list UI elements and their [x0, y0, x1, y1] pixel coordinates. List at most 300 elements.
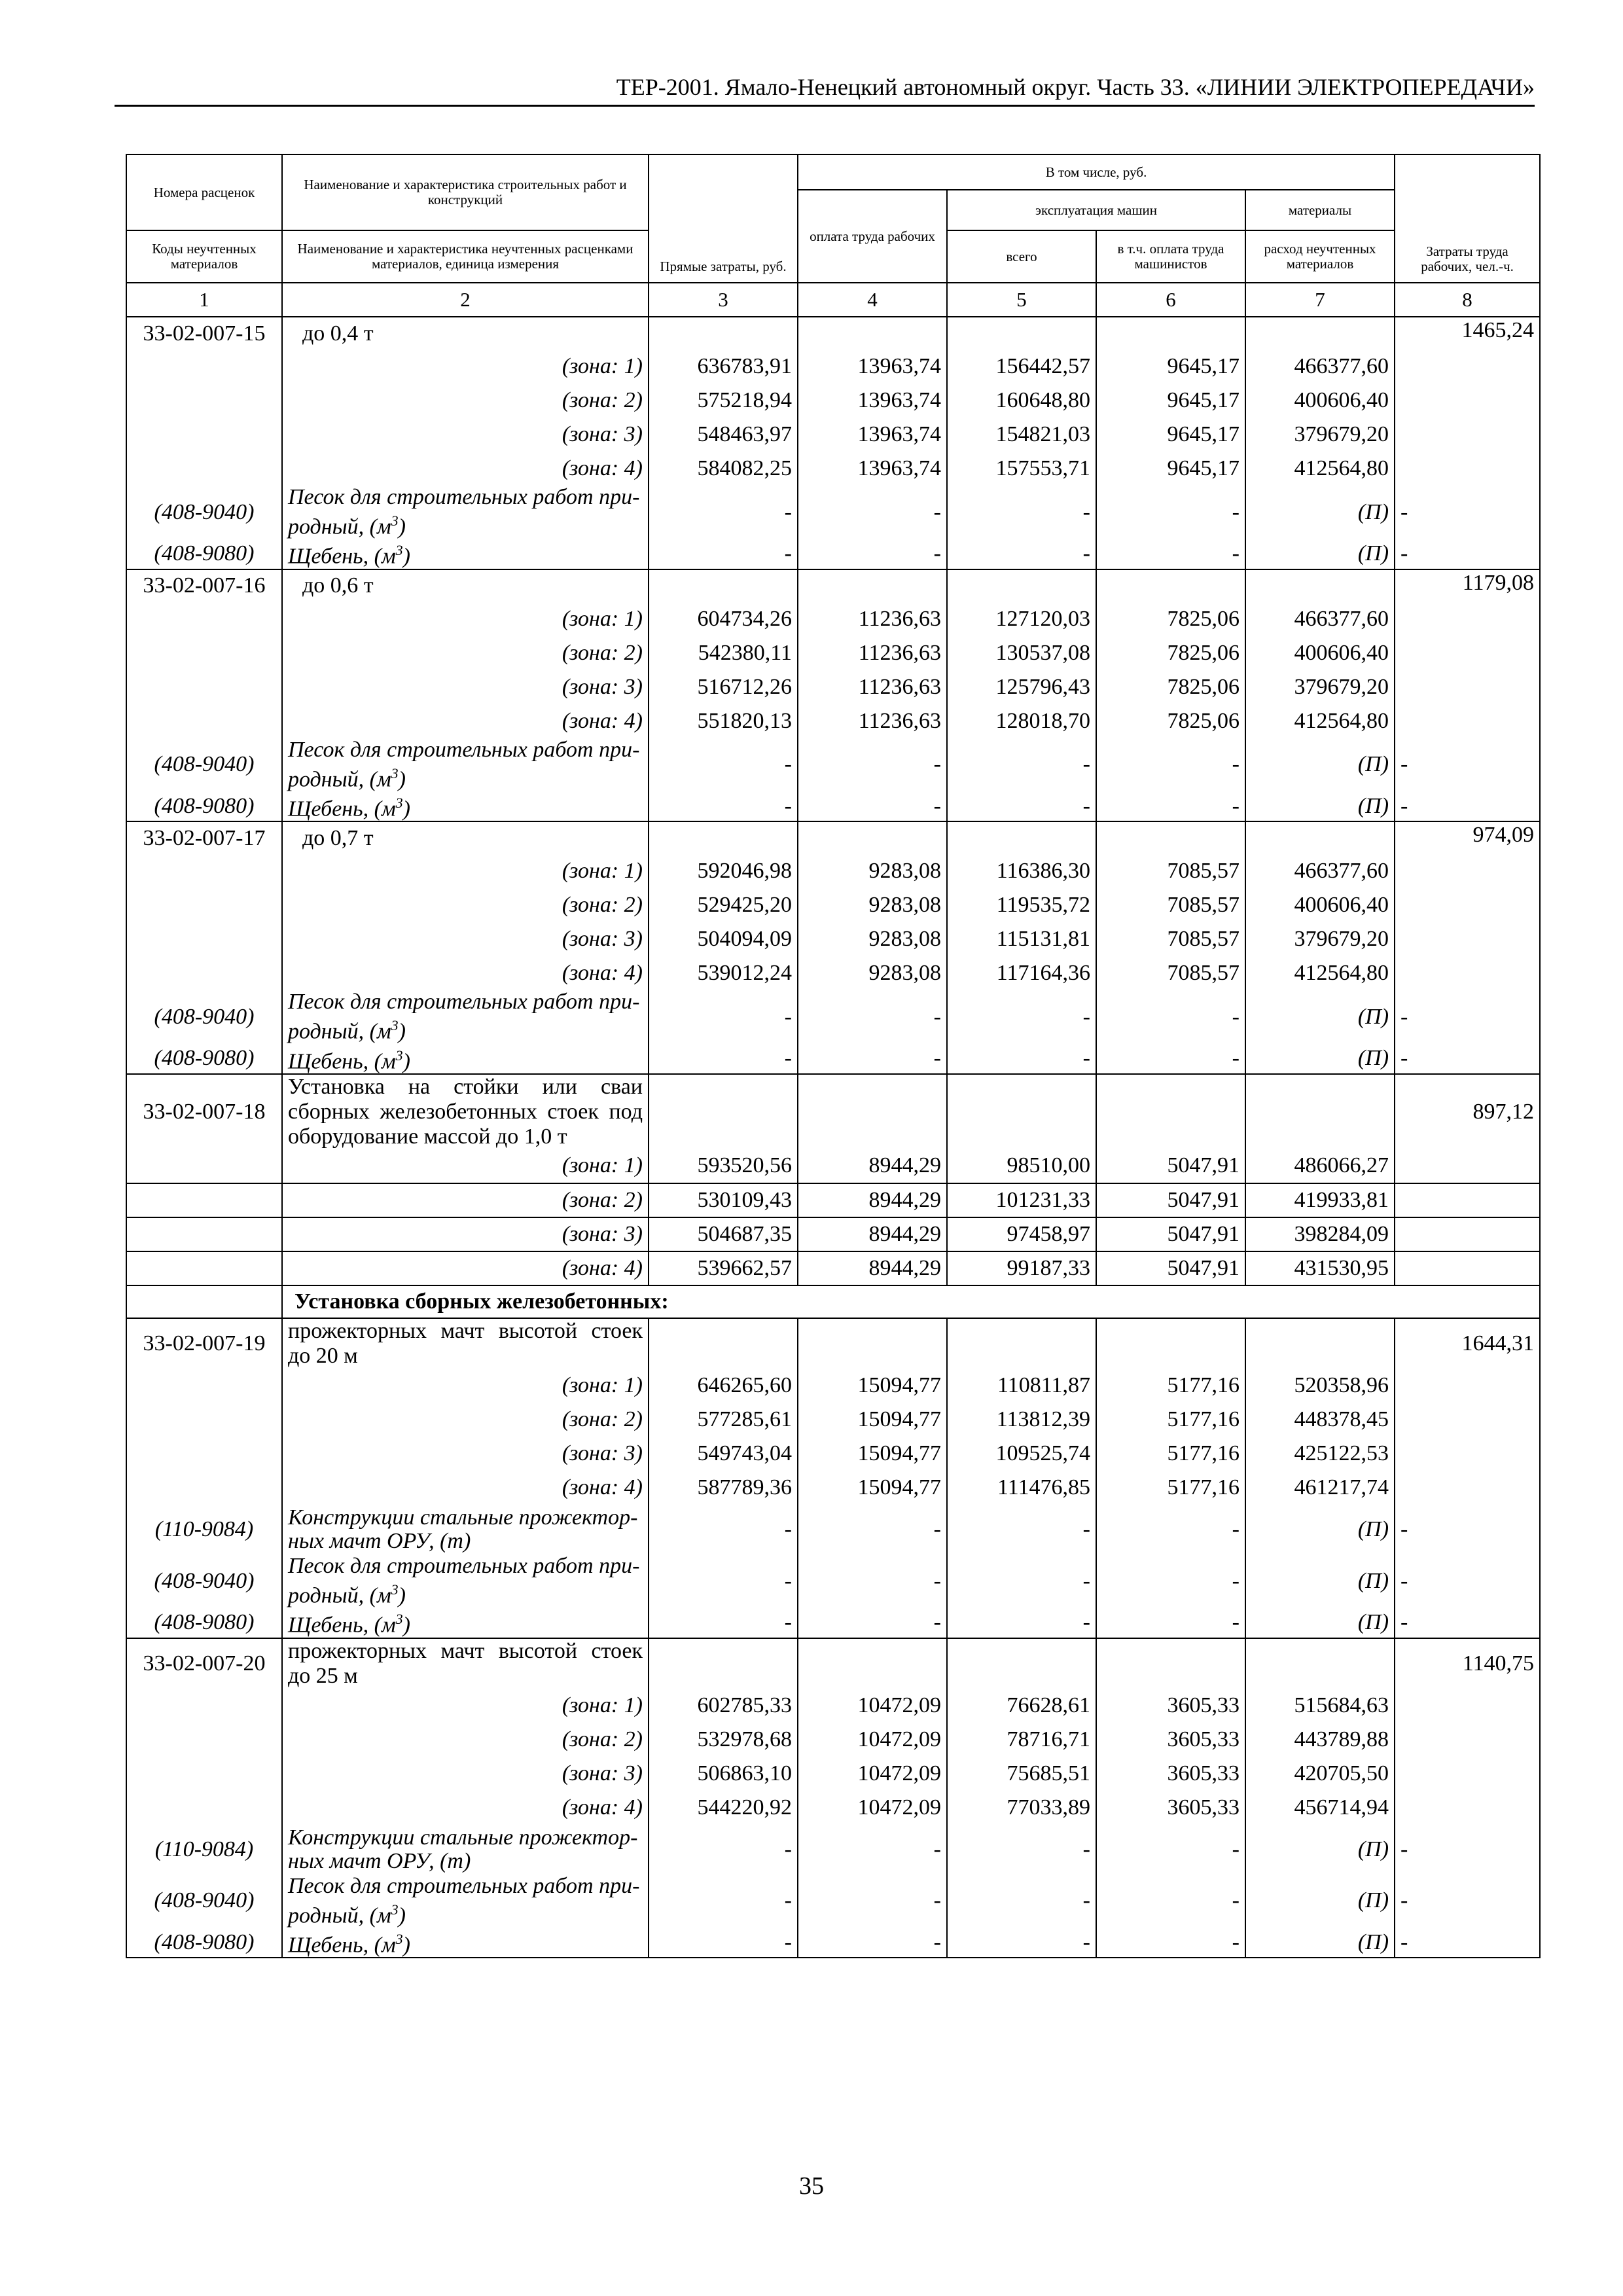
- empty-cell: [1245, 317, 1395, 350]
- dash-cell: -: [1096, 539, 1245, 569]
- empty-cell: [126, 1183, 282, 1217]
- table-row: [126, 1505, 1540, 1554]
- table-row: [126, 670, 1540, 704]
- empty-cell: [126, 1757, 282, 1791]
- dash-cell: -: [947, 1044, 1096, 1074]
- dash-cell: -: [649, 1044, 798, 1074]
- empty-cell: [1395, 1149, 1540, 1183]
- empty-cell: [126, 922, 282, 956]
- empty-cell: [1395, 1251, 1540, 1285]
- value-cell: 115131,81: [947, 922, 1096, 956]
- material-name-text: ): [398, 514, 406, 539]
- value-cell: 78716,71: [947, 1723, 1096, 1757]
- empty-cell: [1096, 569, 1245, 602]
- value-cell: 5177,16: [1096, 1369, 1245, 1403]
- value-cell: 154821,03: [947, 418, 1096, 452]
- empty-cell: [1395, 602, 1540, 636]
- value-cell: 549743,04: [649, 1437, 798, 1471]
- material-name: [282, 1607, 649, 1638]
- table-row: [126, 821, 1540, 854]
- table-row: [126, 539, 1540, 569]
- rate-name: Установка на стойки или сваи сборных железобетонных стоек под оборудование массой до 1,0 т: [282, 1074, 649, 1149]
- empty-cell: [126, 1285, 282, 1318]
- value-cell: 10472,09: [798, 1757, 947, 1791]
- rates-table: [126, 154, 1541, 1958]
- dash-cell: -: [947, 1505, 1096, 1554]
- empty-cell: [1395, 704, 1540, 738]
- value-cell: 461217,74: [1245, 1471, 1395, 1505]
- empty-cell: [1395, 418, 1540, 452]
- zone-label: (зона: 1): [282, 1149, 649, 1183]
- value-cell: 10472,09: [798, 1723, 947, 1757]
- value-cell: 431530,95: [1245, 1251, 1395, 1285]
- value-cell: 412564,80: [1245, 956, 1395, 990]
- empty-cell: [126, 854, 282, 888]
- value-cell: 111476,85: [947, 1471, 1096, 1505]
- value-cell: 5177,16: [1096, 1471, 1245, 1505]
- empty-cell: [126, 1723, 282, 1757]
- page-number: 35: [799, 2172, 824, 2200]
- dash-cell: -: [1395, 1044, 1540, 1074]
- p-mark-cell: (П): [1245, 738, 1395, 791]
- table-row: [126, 569, 1540, 602]
- material-name: [282, 1044, 649, 1074]
- table-row: [126, 1318, 1540, 1369]
- material-name-text: Песок для строительных работ при-: [288, 737, 640, 762]
- table-row: [126, 1607, 1540, 1638]
- value-cell: 5047,91: [1096, 1149, 1245, 1183]
- value-cell: 448378,45: [1245, 1403, 1395, 1437]
- value-cell: 9645,17: [1096, 418, 1245, 452]
- value-cell: 127120,03: [947, 602, 1096, 636]
- material-name-text: родный, (м: [288, 1019, 391, 1044]
- value-cell: 379679,20: [1245, 922, 1395, 956]
- empty-cell: [126, 350, 282, 384]
- p-mark-cell: (П): [1245, 1554, 1395, 1607]
- zone-label: (зона: 3): [282, 922, 649, 956]
- empty-cell: [1096, 1074, 1245, 1149]
- value-cell: 504687,35: [649, 1217, 798, 1251]
- value-cell: 544220,92: [649, 1791, 798, 1825]
- table-row: [126, 602, 1540, 636]
- value-cell: 506863,10: [649, 1757, 798, 1791]
- material-name-text: Щебень, (м: [288, 1049, 396, 1073]
- p-mark-cell: (П): [1245, 539, 1395, 569]
- value-cell: 125796,43: [947, 670, 1096, 704]
- dash-cell: -: [1395, 1928, 1540, 1958]
- material-name: [282, 1554, 649, 1607]
- header-labor-costs: Затраты труда рабочих, чел.-ч.: [1395, 154, 1540, 283]
- empty-cell: [1395, 1689, 1540, 1723]
- dash-cell: -: [1395, 1874, 1540, 1928]
- dash-cell: -: [1096, 1554, 1245, 1607]
- empty-cell: [126, 452, 282, 486]
- value-cell: 5177,16: [1096, 1403, 1245, 1437]
- value-cell: 466377,60: [1245, 602, 1395, 636]
- value-cell: 7825,06: [1096, 602, 1245, 636]
- dash-cell: -: [798, 1825, 947, 1874]
- value-cell: 3605,33: [1096, 1723, 1245, 1757]
- superscript: 3: [391, 512, 399, 529]
- empty-cell: [798, 1318, 947, 1369]
- dash-cell: -: [1395, 1607, 1540, 1638]
- value-cell: 7085,57: [1096, 854, 1245, 888]
- dash-cell: -: [1096, 990, 1245, 1043]
- value-cell: 109525,74: [947, 1437, 1096, 1471]
- empty-cell: [1395, 1723, 1540, 1757]
- zone-label: (зона: 1): [282, 1369, 649, 1403]
- zone-label: (зона: 3): [282, 418, 649, 452]
- dash-cell: -: [798, 738, 947, 791]
- value-cell: 398284,09: [1245, 1217, 1395, 1251]
- value-cell: 11236,63: [798, 704, 947, 738]
- material-name-text: ): [398, 1583, 406, 1608]
- labor-cost: 974,09: [1395, 821, 1540, 854]
- dash-cell: -: [1395, 539, 1540, 569]
- value-cell: 3605,33: [1096, 1689, 1245, 1723]
- rates-table-body: [126, 317, 1540, 1958]
- header-worker-pay: оплата труда рабочих: [798, 190, 947, 283]
- p-mark-cell: (П): [1245, 1505, 1395, 1554]
- value-cell: 15094,77: [798, 1471, 947, 1505]
- dash-cell: -: [1096, 791, 1245, 821]
- material-name-text: Щебень, (м: [288, 1613, 396, 1638]
- empty-cell: [798, 317, 947, 350]
- material-name-text: Конструкции стальные прожектор-: [288, 1505, 638, 1530]
- empty-cell: [649, 821, 798, 854]
- table-row: [126, 486, 1540, 539]
- material-code: (408-9080): [126, 1607, 282, 1638]
- material-code: (408-9080): [126, 539, 282, 569]
- value-cell: 587789,36: [649, 1471, 798, 1505]
- value-cell: 532978,68: [649, 1723, 798, 1757]
- superscript: 3: [395, 542, 403, 559]
- zone-label: (зона: 2): [282, 636, 649, 670]
- dash-cell: -: [649, 486, 798, 539]
- header-rule: [115, 105, 1535, 107]
- column-number: 3: [649, 283, 798, 317]
- empty-cell: [947, 1318, 1096, 1369]
- value-cell: 3605,33: [1096, 1791, 1245, 1825]
- value-cell: 539662,57: [649, 1251, 798, 1285]
- labor-cost: 1140,75: [1395, 1638, 1540, 1689]
- table-row: [126, 350, 1540, 384]
- empty-cell: [798, 1074, 947, 1149]
- empty-cell: [126, 888, 282, 922]
- dash-cell: -: [1395, 791, 1540, 821]
- value-cell: 419933,81: [1245, 1183, 1395, 1217]
- material-name: [282, 539, 649, 569]
- table-row: [126, 1074, 1540, 1149]
- material-code: (408-9080): [126, 791, 282, 821]
- material-name-text: ): [398, 1019, 406, 1044]
- column-number: 1: [126, 283, 282, 317]
- empty-cell: [126, 1403, 282, 1437]
- value-cell: 466377,60: [1245, 350, 1395, 384]
- table-row: [126, 1369, 1540, 1403]
- value-cell: 400606,40: [1245, 636, 1395, 670]
- dash-cell: -: [798, 1928, 947, 1958]
- rate-code: 33-02-007-20: [126, 1638, 282, 1689]
- value-cell: 400606,40: [1245, 888, 1395, 922]
- value-cell: 110811,87: [947, 1369, 1096, 1403]
- empty-cell: [649, 569, 798, 602]
- dash-cell: -: [649, 1825, 798, 1874]
- value-cell: 5047,91: [1096, 1251, 1245, 1285]
- p-mark-cell: (П): [1245, 1044, 1395, 1074]
- empty-cell: [1245, 1074, 1395, 1149]
- value-cell: 602785,33: [649, 1689, 798, 1723]
- empty-cell: [126, 1437, 282, 1471]
- dash-cell: -: [649, 1928, 798, 1958]
- value-cell: 8944,29: [798, 1149, 947, 1183]
- empty-cell: [1395, 1437, 1540, 1471]
- dash-cell: -: [1395, 1554, 1540, 1607]
- zone-label: (зона: 4): [282, 1251, 649, 1285]
- zone-label: (зона: 2): [282, 888, 649, 922]
- empty-cell: [947, 1074, 1096, 1149]
- zone-label: (зона: 4): [282, 1471, 649, 1505]
- zone-label: (зона: 3): [282, 1437, 649, 1471]
- value-cell: 7085,57: [1096, 888, 1245, 922]
- material-name-text: Щебень, (м: [288, 797, 396, 821]
- dash-cell: -: [947, 990, 1096, 1043]
- table-row: [126, 922, 1540, 956]
- value-cell: 593520,56: [649, 1149, 798, 1183]
- dash-cell: -: [649, 539, 798, 569]
- superscript: 3: [395, 1611, 403, 1628]
- dash-cell: -: [649, 990, 798, 1043]
- value-cell: 379679,20: [1245, 670, 1395, 704]
- material-code: (408-9080): [126, 1928, 282, 1958]
- empty-cell: [126, 1791, 282, 1825]
- value-cell: 13963,74: [798, 418, 947, 452]
- table-row: [126, 854, 1540, 888]
- table-row: [126, 1285, 1540, 1318]
- empty-cell: [1395, 956, 1540, 990]
- header-total: всего: [947, 230, 1096, 283]
- value-cell: 10472,09: [798, 1791, 947, 1825]
- value-cell: 7825,06: [1096, 636, 1245, 670]
- dash-cell: -: [1096, 1928, 1245, 1958]
- rate-name: до 0,7 т: [282, 821, 649, 854]
- rate-name: до 0,6 т: [282, 569, 649, 602]
- value-cell: 7085,57: [1096, 956, 1245, 990]
- material-name: [282, 1874, 649, 1928]
- superscript: 3: [391, 764, 399, 781]
- value-cell: 379679,20: [1245, 418, 1395, 452]
- header-machinist-pay: в т.ч. оплата труда машинистов: [1096, 230, 1245, 283]
- dash-cell: -: [798, 1505, 947, 1554]
- material-name-text: родный, (м: [288, 1903, 391, 1928]
- dash-cell: -: [947, 486, 1096, 539]
- dash-cell: -: [649, 791, 798, 821]
- table-row: [126, 1689, 1540, 1723]
- labor-cost: 1179,08: [1395, 569, 1540, 602]
- empty-cell: [947, 1638, 1096, 1689]
- table-row: [126, 791, 1540, 821]
- value-cell: 466377,60: [1245, 854, 1395, 888]
- material-code: (110-9084): [126, 1825, 282, 1874]
- column-number: 7: [1245, 283, 1395, 317]
- value-cell: 15094,77: [798, 1403, 947, 1437]
- zone-label: (зона: 2): [282, 1183, 649, 1217]
- table-row: [126, 704, 1540, 738]
- value-cell: 117164,36: [947, 956, 1096, 990]
- empty-cell: [1395, 1471, 1540, 1505]
- value-cell: 530109,43: [649, 1183, 798, 1217]
- material-code: (110-9084): [126, 1505, 282, 1554]
- dash-cell: -: [947, 738, 1096, 791]
- dash-cell: -: [798, 539, 947, 569]
- material-name-text: ): [402, 1613, 410, 1638]
- value-cell: 542380,11: [649, 636, 798, 670]
- value-cell: 10472,09: [798, 1689, 947, 1723]
- superscript: 3: [395, 794, 403, 811]
- empty-cell: [798, 821, 947, 854]
- empty-cell: [126, 418, 282, 452]
- value-cell: 539012,24: [649, 956, 798, 990]
- dash-cell: -: [1096, 738, 1245, 791]
- value-cell: 97458,97: [947, 1217, 1096, 1251]
- value-cell: 8944,29: [798, 1217, 947, 1251]
- value-cell: 9645,17: [1096, 350, 1245, 384]
- value-cell: 551820,13: [649, 704, 798, 738]
- value-cell: 7825,06: [1096, 670, 1245, 704]
- table-row: [126, 1554, 1540, 1607]
- empty-cell: [1395, 888, 1540, 922]
- value-cell: 592046,98: [649, 854, 798, 888]
- header-unaccounted-consumption: расход неучтенных материалов: [1245, 230, 1395, 283]
- value-cell: 130537,08: [947, 636, 1096, 670]
- empty-cell: [1395, 636, 1540, 670]
- zone-label: (зона: 4): [282, 452, 649, 486]
- empty-cell: [126, 670, 282, 704]
- value-cell: 119535,72: [947, 888, 1096, 922]
- material-name-text: Щебень, (м: [288, 1933, 396, 1958]
- empty-cell: [126, 602, 282, 636]
- zone-label: (зона: 2): [282, 384, 649, 418]
- value-cell: 77033,89: [947, 1791, 1096, 1825]
- column-number: 6: [1096, 283, 1245, 317]
- empty-cell: [126, 1689, 282, 1723]
- value-cell: 75685,51: [947, 1757, 1096, 1791]
- dash-cell: -: [649, 1874, 798, 1928]
- dash-cell: -: [1395, 990, 1540, 1043]
- dash-cell: -: [947, 791, 1096, 821]
- value-cell: 636783,91: [649, 350, 798, 384]
- value-cell: 420705,50: [1245, 1757, 1395, 1791]
- table-row: [126, 1638, 1540, 1689]
- dash-cell: -: [1096, 1505, 1245, 1554]
- value-cell: 15094,77: [798, 1437, 947, 1471]
- zone-label: (зона: 1): [282, 854, 649, 888]
- dash-cell: -: [1395, 486, 1540, 539]
- value-cell: 516712,26: [649, 670, 798, 704]
- value-cell: 9283,08: [798, 922, 947, 956]
- value-cell: 577285,61: [649, 1403, 798, 1437]
- material-name-text: родный, (м: [288, 766, 391, 791]
- table-row: [126, 1149, 1540, 1183]
- table-row: [126, 384, 1540, 418]
- dash-cell: -: [798, 1874, 947, 1928]
- material-code: (408-9080): [126, 1044, 282, 1074]
- value-cell: 548463,97: [649, 418, 798, 452]
- value-cell: 5047,91: [1096, 1183, 1245, 1217]
- header-name-top: Наименование и характеристика строительных работ и конструкций: [282, 154, 649, 230]
- zone-label: (зона: 1): [282, 1689, 649, 1723]
- section-title: Установка сборных железобетонных:: [282, 1285, 1540, 1318]
- table-row: [126, 1791, 1540, 1825]
- empty-cell: [1395, 854, 1540, 888]
- empty-cell: [1096, 317, 1245, 350]
- rate-code: 33-02-007-19: [126, 1318, 282, 1369]
- table-row: [126, 1251, 1540, 1285]
- rate-code: 33-02-007-16: [126, 569, 282, 602]
- empty-cell: [947, 569, 1096, 602]
- empty-cell: [1395, 1791, 1540, 1825]
- labor-cost: 1644,31: [1395, 1318, 1540, 1369]
- labor-cost: 1465,24: [1395, 317, 1540, 350]
- column-number: 8: [1395, 283, 1540, 317]
- value-cell: 113812,39: [947, 1403, 1096, 1437]
- value-cell: 5177,16: [1096, 1437, 1245, 1471]
- empty-cell: [798, 1638, 947, 1689]
- value-cell: 425122,53: [1245, 1437, 1395, 1471]
- empty-cell: [649, 1638, 798, 1689]
- dash-cell: -: [1395, 738, 1540, 791]
- value-cell: 11236,63: [798, 602, 947, 636]
- value-cell: 486066,27: [1245, 1149, 1395, 1183]
- dash-cell: -: [1096, 486, 1245, 539]
- value-cell: 7085,57: [1096, 922, 1245, 956]
- rate-code: 33-02-007-15: [126, 317, 282, 350]
- value-cell: 412564,80: [1245, 452, 1395, 486]
- material-name: [282, 1928, 649, 1958]
- dash-cell: -: [947, 1928, 1096, 1958]
- table-row: [126, 1437, 1540, 1471]
- dash-cell: -: [947, 1825, 1096, 1874]
- zone-label: (зона: 4): [282, 956, 649, 990]
- dash-cell: -: [649, 1607, 798, 1638]
- zone-label: (зона: 2): [282, 1723, 649, 1757]
- dash-cell: -: [947, 539, 1096, 569]
- header-rate-numbers: Номера расценок: [126, 154, 282, 230]
- header-machine-operation: эксплуатация машин: [947, 190, 1245, 230]
- empty-cell: [1395, 1369, 1540, 1403]
- value-cell: 8944,29: [798, 1251, 947, 1285]
- empty-cell: [126, 1149, 282, 1183]
- value-cell: 400606,40: [1245, 384, 1395, 418]
- empty-cell: [947, 821, 1096, 854]
- dash-cell: -: [1096, 1874, 1245, 1928]
- empty-cell: [798, 569, 947, 602]
- value-cell: 99187,33: [947, 1251, 1096, 1285]
- zone-label: (зона: 3): [282, 1217, 649, 1251]
- table-row: [126, 418, 1540, 452]
- table-row: [126, 1183, 1540, 1217]
- superscript: 3: [395, 1930, 403, 1947]
- material-name: [282, 990, 649, 1043]
- empty-cell: [1245, 569, 1395, 602]
- dash-cell: -: [1395, 1505, 1540, 1554]
- value-cell: 604734,26: [649, 602, 798, 636]
- empty-cell: [649, 1318, 798, 1369]
- material-name-text: ных мачт ОРУ, (т): [288, 1848, 471, 1873]
- empty-cell: [126, 384, 282, 418]
- value-cell: 13963,74: [798, 384, 947, 418]
- material-name-text: Конструкции стальные прожектор-: [288, 1825, 638, 1850]
